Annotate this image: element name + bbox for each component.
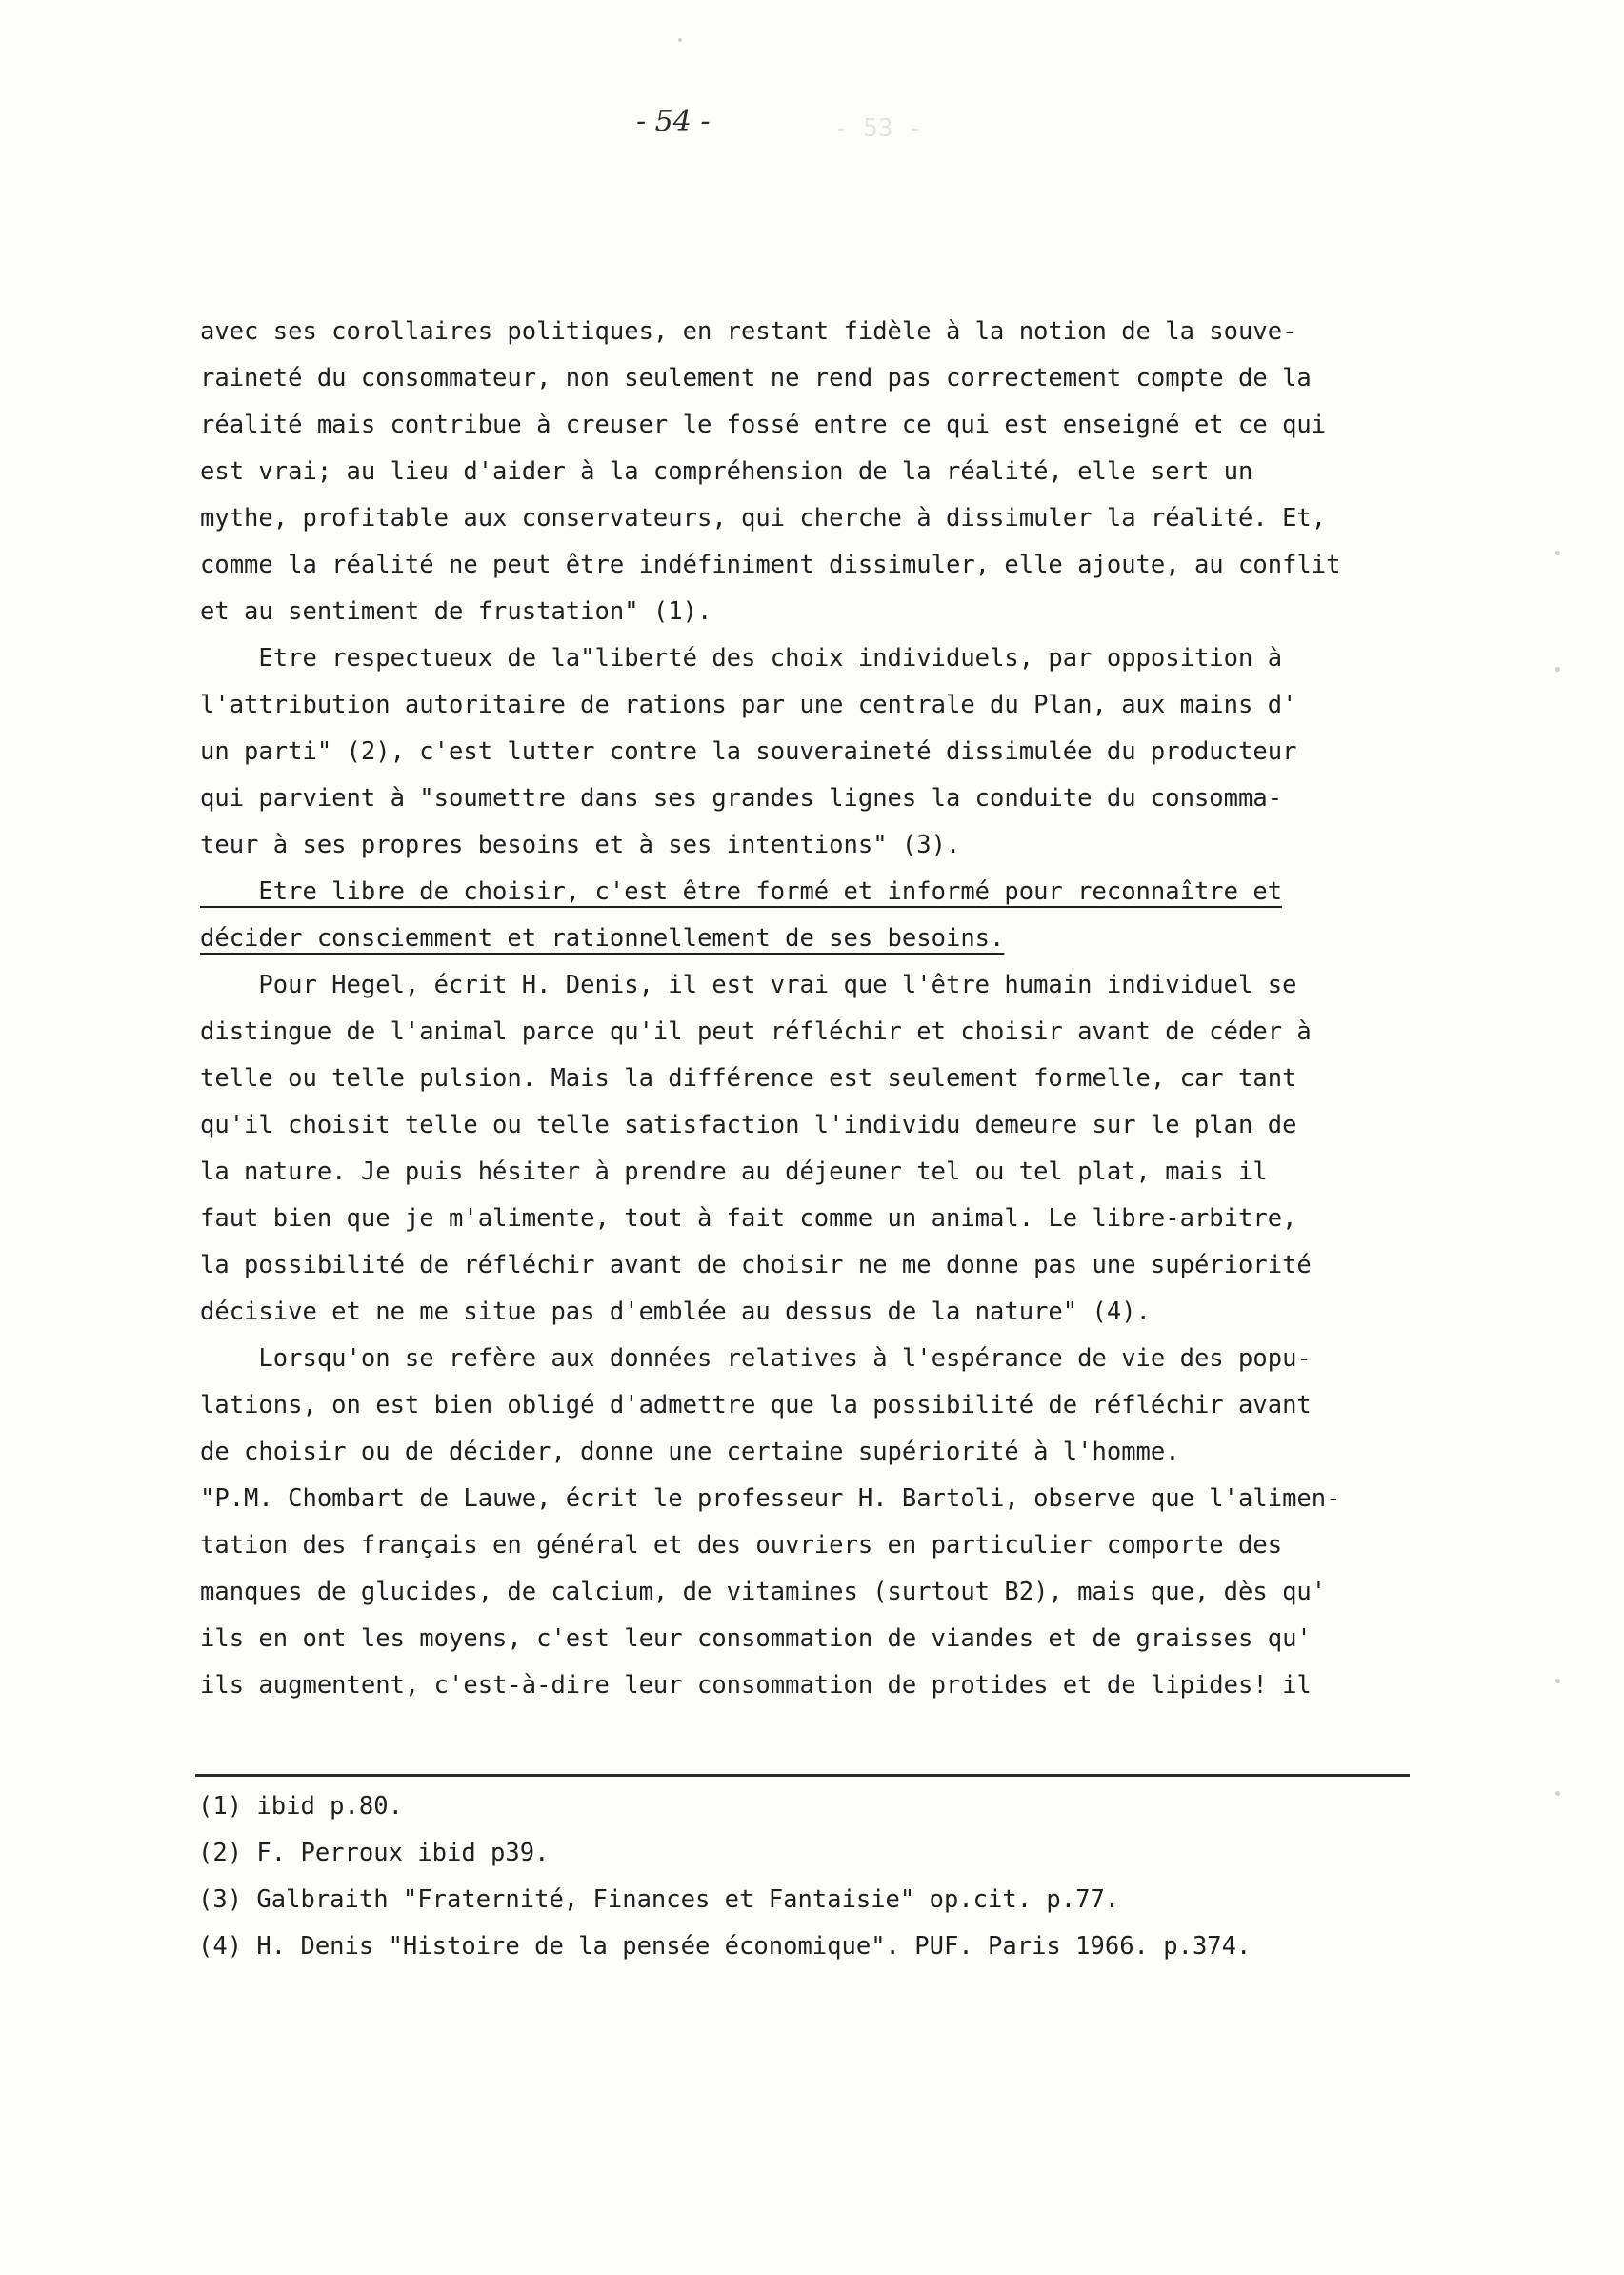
- text-line: distingue de l'animal parce qu'il peut réfléchir et choisir avant de céder à: [200, 1017, 1312, 1046]
- text-line: faut bien que je m'alimente, tout à fait comme un animal. Le libre-arbitre,: [200, 1204, 1297, 1233]
- text-line: décisive et ne me situe pas d'emblée au dessus de la nature" (4).: [200, 1298, 1151, 1326]
- paper-speck: [1555, 1679, 1560, 1683]
- text-line: mythe, profitable aux conservateurs, qui cherche à dissimuler la réalité. Et,: [200, 504, 1327, 533]
- text-line: Lorsqu'on se refère aux données relatives à l'espérance de vie des popu-: [200, 1344, 1312, 1373]
- text-line: est vrai; au lieu d'aider à la compréhension de la réalité, elle sert un: [200, 457, 1253, 486]
- footnote: (3) Galbraith "Fraternité, Finances et Fantaisie" op.cit. p.77.: [198, 1885, 1120, 1914]
- text-line: la possibilité de réfléchir avant de choisir ne me donne pas une supériorité: [200, 1251, 1312, 1279]
- underlined-statement-line: Etre libre de choisir, c'est être formé et informé pour reconnaître et: [200, 877, 1283, 906]
- text-line: de choisir ou de décider, donne une certaine supériorité à l'homme.: [200, 1438, 1180, 1466]
- text-line: réalité mais contribue à creuser le fossé entre ce qui est enseigné et ce qui: [200, 411, 1327, 439]
- text-line: et au sentiment de frustation" (1).: [200, 597, 712, 626]
- footnote: (4) H. Denis "Histoire de la pensée économique". PUF. Paris 1966. p.374.: [198, 1932, 1252, 1961]
- text-line: l'attribution autoritaire de rations par une centrale du Plan, aux mains d': [200, 691, 1297, 719]
- paper-speck: [1555, 667, 1560, 672]
- text-line: ils augmentent, c'est-à-dire leur consommation de protides et de lipides! il: [200, 1671, 1312, 1700]
- text-line: ils en ont les moyens, c'est leur consommation de viandes et de graisses qu': [200, 1624, 1312, 1653]
- text-line: lations, on est bien obligé d'admettre que la possibilité de réfléchir avant: [200, 1391, 1312, 1419]
- paper-speck: [678, 38, 682, 42]
- underlined-statement-line: décider consciemment et rationnellement de ses besoins.: [200, 924, 1005, 953]
- text-line: avec ses corollaires politiques, en restant fidèle à la notion de la souve-: [200, 317, 1297, 346]
- body-text: [200, 309, 1438, 1709]
- text-line: manques de glucides, de calcium, de vitamines (surtout B2), mais que, dès qu': [200, 1578, 1327, 1606]
- text-line: tation des français en général et des ouvriers en particulier comporte des: [200, 1531, 1283, 1560]
- footnote: (2) F. Perroux ibid p39.: [198, 1839, 550, 1867]
- bleed-through-page-number: - 53 -: [833, 114, 923, 143]
- paper-speck: [1555, 1791, 1560, 1796]
- text-line: teur à ses propres besoins et à ses intentions" (3).: [200, 831, 961, 859]
- text-line: qui parvient à "soumettre dans ses grandes lignes la conduite du consomma-: [200, 784, 1283, 813]
- footnotes: [198, 1783, 1436, 1970]
- text-line: telle ou telle pulsion. Mais la différence est seulement formelle, car tant: [200, 1064, 1297, 1093]
- text-line: Etre respectueux de la"liberté des choix individuels, par opposition à: [200, 644, 1283, 673]
- text-line: un parti" (2), c'est lutter contre la souveraineté dissimulée du producteur: [200, 737, 1297, 766]
- text-line: raineté du consommateur, non seulement ne rend pas correctement compte de la: [200, 364, 1312, 393]
- page-number: - 54 -: [636, 105, 711, 138]
- footnote: (1) ibid p.80.: [198, 1792, 403, 1821]
- text-line: la nature. Je puis hésiter à prendre au déjeuner tel ou tel plat, mais il: [200, 1158, 1268, 1186]
- text-line: comme la réalité ne peut être indéfiniment dissimuler, elle ajoute, au conflit: [200, 551, 1341, 579]
- text-line: "P.M. Chombart de Lauwe, écrit le professeur H. Bartoli, observe que l'alimen-: [200, 1484, 1341, 1513]
- footnote-separator: [195, 1774, 1410, 1777]
- text-line: qu'il choisit telle ou telle satisfaction l'individu demeure sur le plan de: [200, 1111, 1297, 1139]
- paper-speck: [1555, 551, 1560, 555]
- text-line: Pour Hegel, écrit H. Denis, il est vrai que l'être humain individuel se: [200, 971, 1297, 999]
